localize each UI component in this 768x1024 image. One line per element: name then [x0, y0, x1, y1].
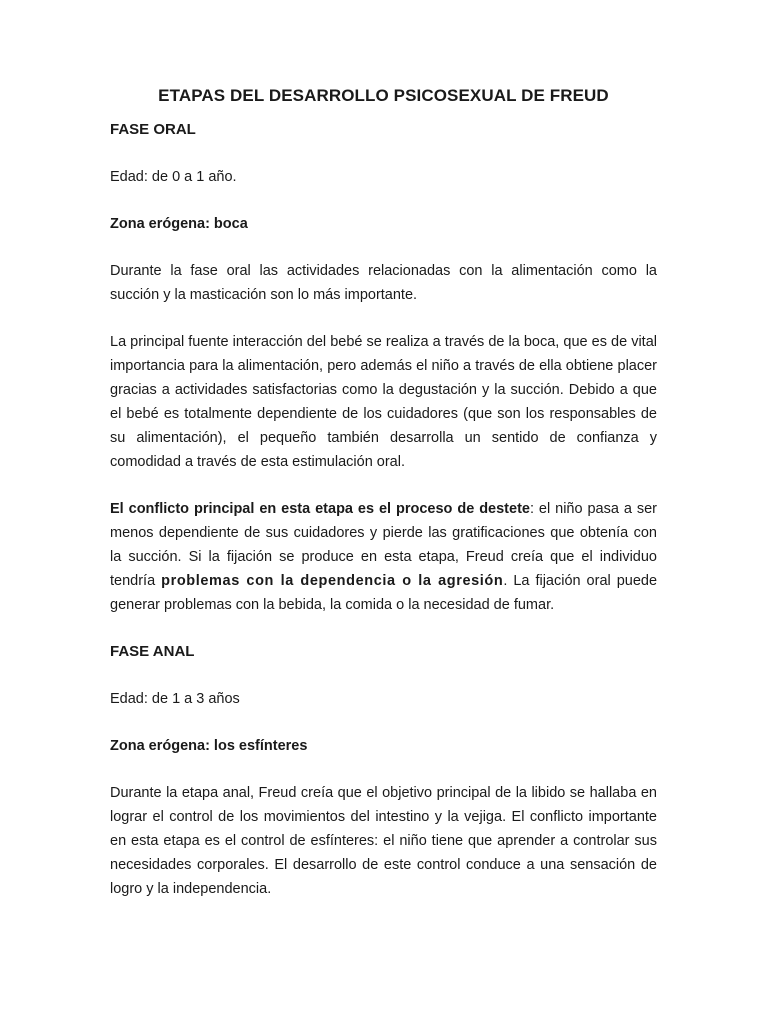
oral-phase-paragraph-1: Durante la fase oral las actividades relacionadas con la alimentación como la succión y la masticación son lo más importante. [110, 263, 657, 303]
anal-phase-zone: Zona erógena: los esfínteres [110, 738, 308, 754]
oral-phase-paragraph-3 [110, 497, 657, 617]
document-title: ETAPAS DEL DESARROLLO PSICOSEXUAL DE FREUD [158, 86, 609, 105]
anal-phase-heading: FASE ANAL [110, 643, 195, 660]
oral-phase-paragraph-2: La principal fuente interacción del bebé se realiza a través de la boca, que es de vital importancia para la alimentación, pero además el niño a través de ella obtiene placer gracias a actividades satisfactorias como la degustación y la succión. Debido a que el bebé es totalmente dependiente de los cuidadores (que son los responsables de su alimentación), el pequeño también desarrolla un sentido de confianza y comodidad a través de esta estimulación oral. [110, 334, 657, 470]
oral-conflict-text-2: . La fijación oral puede generar problemas con la bebida, la comida o la necesidad de fumar. [110, 573, 658, 613]
oral-fixation-bold: problemas con la dependencia o la agresión [161, 573, 504, 589]
anal-phase-age: Edad: de 1 a 3 años [110, 691, 240, 707]
oral-conflict-text-1: : el niño pasa a ser menos dependiente de sus cuidadores y pierde las gratificaciones que obtenía con la succión. Si la fijación se produce en esta etapa, Freud creía que el individuo tendría [110, 501, 657, 589]
oral-phase-zone: Zona erógena: boca [110, 216, 248, 232]
document-page [110, 84, 657, 901]
oral-phase-heading: FASE ORAL [110, 121, 196, 138]
anal-phase-paragraph-1: Durante la etapa anal, Freud creía que el objetivo principal de la libido se hallaba en lograr el control de los movimientos del intestino y la vejiga. El conflicto importante en esta etapa es el control de esfínteres: el niño tiene que aprender a controlar sus necesidades corporales. El desarrollo de este control conduce a una sensación de logro y la independencia. [110, 785, 657, 897]
oral-phase-age: Edad: de 0 a 1 año. [110, 169, 237, 185]
oral-conflict-bold: El conflicto principal en esta etapa es el proceso de destete [110, 501, 530, 517]
